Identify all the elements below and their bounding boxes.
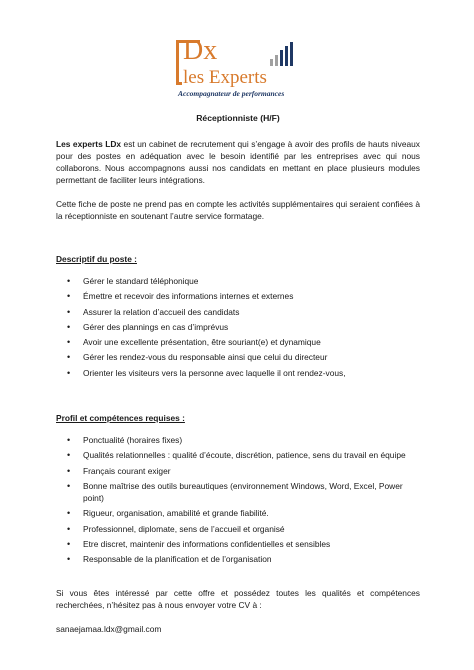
profil-list (56, 434, 420, 565)
descriptif-heading: Descriptif du poste : (56, 254, 137, 264)
intro-text: est un cabinet de recrutement qui s’engage à avoir des profils de hauts niveaux pour des postes en adéquation avec le besoin identifié par les entreprises avec qui nous collaborons. Nous accompagnons aussi nos candidats en mettant en place plusieurs modules permettant de faciliter leurs intégrations. (56, 139, 420, 185)
page-title: Réceptionniste (H/F) (196, 113, 280, 123)
document-body (56, 112, 420, 635)
note-paragraph: Cette fiche de poste ne prend pas en compte les activités supplémentaires qui seraient confiées à la réceptionniste en soutenant l’autre service formatage. (56, 199, 420, 221)
logo-bar-4 (285, 46, 288, 66)
list-item: • Français courant exiger (56, 465, 420, 477)
contact-email[interactable]: sanaejamaa.ldx@gmail.com (56, 624, 162, 635)
list-item: • Bonne maîtrise des outils bureautiques (environnement Windows, Word, Excel, Power point) (56, 480, 420, 504)
list-item: • Avoir une excellente présentation, être souriant(e) et dynamique (56, 336, 420, 348)
list-item: • Etre discret, maintenir des informations confidentielles et sensibles (56, 538, 420, 550)
list-item: • Assurer la relation d’accueil des candidats (56, 306, 420, 318)
list-item: • Ponctualité (horaires fixes) (56, 434, 420, 446)
logo-bar-5 (290, 42, 293, 66)
list-item: • Émettre et recevoir des informations internes et externes (56, 290, 420, 302)
list-item: • Qualités relationnelles : qualité d’écoute, discrétion, patience, sens du travail en équipe (56, 449, 420, 461)
logo-frame-bottom (176, 82, 182, 85)
logo-bar-2 (275, 55, 278, 66)
list-item: • Gérer le standard téléphonique (56, 275, 420, 287)
profil-heading: Profil et compétences requises : (56, 413, 185, 424)
list-item: • Rigueur, organisation, amabilité et grande fiabilité. (56, 507, 420, 519)
bar-chart-icon (270, 42, 294, 66)
list-item: • Orienter les visiteurs vers la personne avec laquelle il ont rendez-vous, (56, 367, 420, 379)
intro-paragraph (56, 138, 420, 186)
descriptif-list (56, 275, 420, 379)
list-item: • Professionnel, diplomate, sens de l’accueil et organisé (56, 523, 420, 535)
logo-bar-1 (270, 59, 273, 66)
logo-brand-main: Dx (183, 35, 218, 66)
list-item: • Gérer des plannings en cas d’imprévus (56, 321, 420, 333)
list-item: • Responsable de la planification et de l’organisation (56, 553, 420, 565)
closing-paragraph: Si vous êtes intéressé par cette offre et possédez toutes les qualités et compétences recherchées, n’hésitez pas à nous envoyer votre CV à : (56, 588, 420, 611)
list-item: • Gérer les rendez-vous du responsable ainsi que celui du directeur (56, 351, 420, 363)
company-name: Les experts LDx (56, 139, 122, 149)
logo-frame-left (176, 40, 179, 84)
logo-bar-3 (280, 50, 283, 66)
logo-brand-sub: les Experts (183, 67, 267, 88)
logo-tagline: Accompagnateur de performances (178, 89, 285, 98)
